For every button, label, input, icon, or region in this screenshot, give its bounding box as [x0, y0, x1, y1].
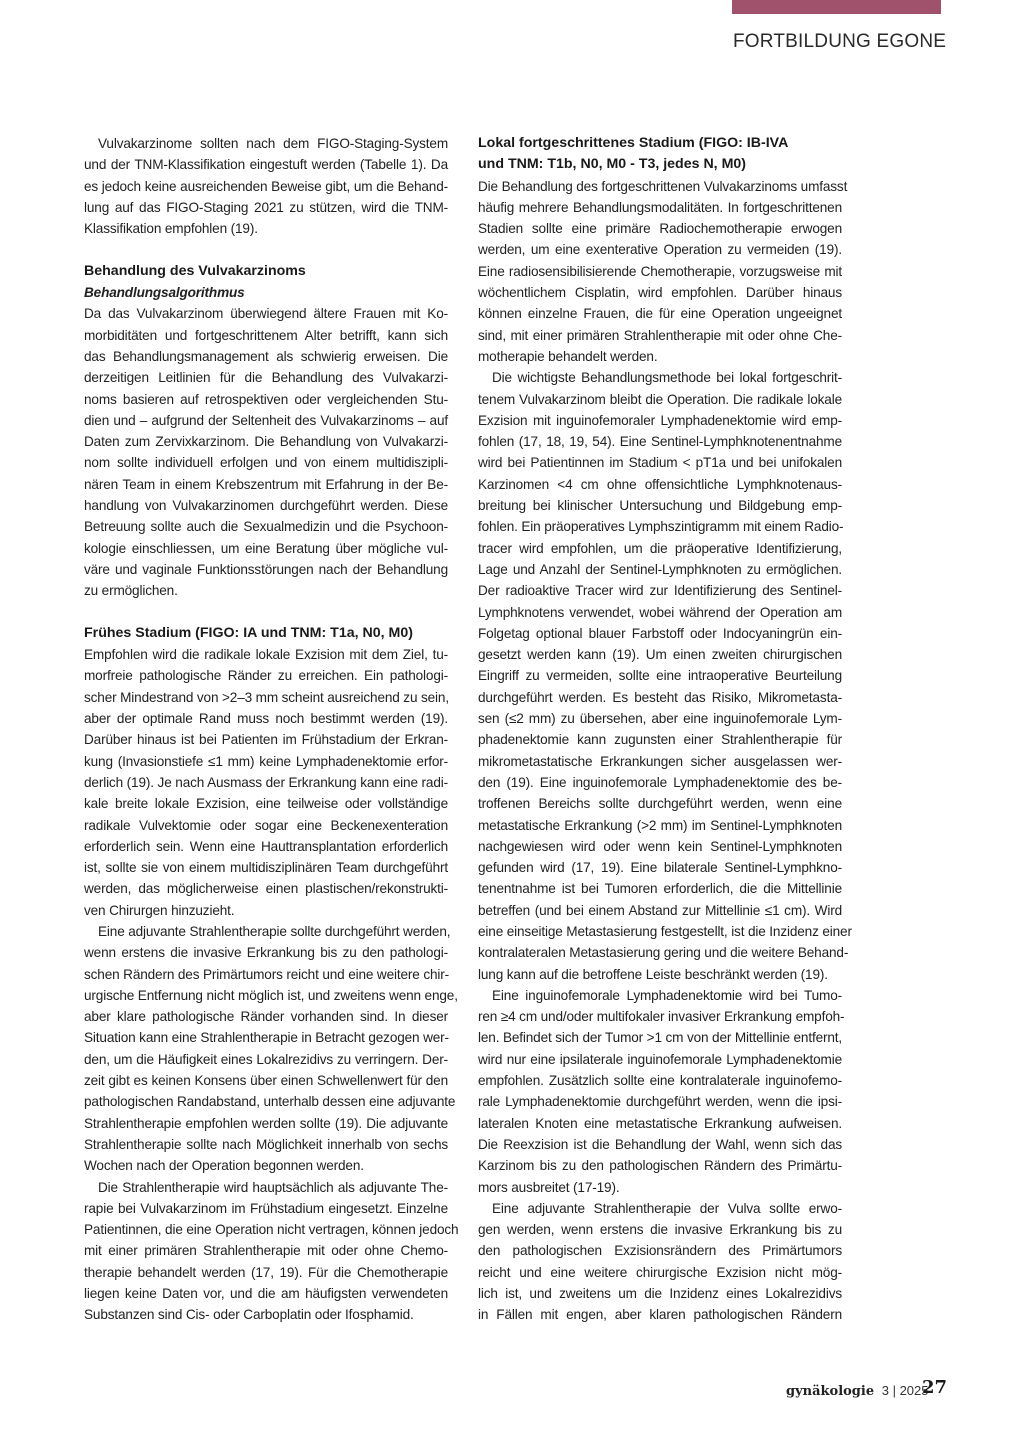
text-line: derzeitigen Leitlinien für die Behandlung des Vulvakarzi- [84, 370, 448, 386]
text-line: phadenektomie kann zugunsten einer Strahlentherapie für [478, 732, 842, 748]
text-line: Die Reexzision ist die Behandlung der Wahl, wenn sich das [478, 1136, 842, 1152]
text-line: nachgewiesen wird oder wenn kein Sentinel-Lymphknoten [478, 838, 842, 854]
text-line: dien und – aufgrund der Seltenheit des Vulvakarzinoms – auf [84, 412, 448, 428]
text-line: Klassifikation empfohlen (19). [84, 221, 258, 237]
text-line: schen Rändern des Primärtumors reicht und eine weitere chir- [84, 966, 449, 982]
text-line: Karzinom bis zu den pathologischen Rändern des Primärtu- [478, 1158, 842, 1174]
text-line: häufig mehrere Behandlungsmodalitäten. In fortgeschrittenen [478, 199, 842, 215]
text-line: in Fällen mit engen, aber klaren pathologischen Rändern [478, 1307, 842, 1323]
text-line: Substanzen sind Cis- oder Carboplatin oder Ifosphamid. [84, 1307, 414, 1323]
advanced-paragraph-2 [478, 367, 852, 985]
page-number: 27 [922, 1377, 948, 1398]
text-line: zu ermöglichen. [84, 583, 178, 599]
text-line: wird bei Patientinnen im Stadium < pT1a und bei unifokalen [478, 455, 842, 471]
text-line: das Behandlungsmanagement als schwierig erweisen. Die [84, 348, 448, 364]
text-line: aber der optimale Rand muss noch bestimmt werden (19). [84, 711, 448, 727]
text-line: wird nur eine ipsilaterale inguinofemorale Lymphadenektomie [478, 1051, 842, 1067]
early-paragraph-1 [84, 644, 448, 921]
text-line: wöchentlichem Cisplatin, wird empfohlen. Darüber hinaus [478, 285, 842, 301]
footer-citation [786, 1383, 929, 1399]
text-line: Die Behandlung des fortgeschrittenen Vulvakarzinoms umfasst [478, 178, 848, 194]
text-line: es jedoch keine ausreichenden Beweise gibt, um die Behand- [84, 178, 448, 194]
advanced-paragraph-1 [478, 176, 848, 368]
text-line: tenentnahme ist bei Tumoren erforderlich, die die Mittellinie [478, 881, 842, 897]
text-line: morfreie pathologische Ränder zu erreichen. Ein pathologi- [84, 668, 448, 684]
text-line: rapie bei Vulvakarzinom im Frühstadium eingesetzt. Einzelne [84, 1200, 448, 1216]
text-line: lateralen Knoten eine metastatische Erkrankung aufweisen. [478, 1115, 842, 1131]
text-line: motherapie behandelt werden. [478, 348, 658, 364]
text-line: ven Chirurgen hinzuzieht. [84, 902, 235, 918]
text-line: troffenen Bereichs sollte durchgeführt werden, wenn eine [478, 796, 842, 812]
text-line: Exzision mit inguinofemoraler Lymphadenektomie wird emp- [478, 412, 842, 428]
heading-early-stage: Frühes Stadium (FIGO: IA und TNM: T1a, N0, M0) [84, 624, 413, 641]
text-line: morbiditäten und fortgeschrittenem Alter betrifft, kann sich [84, 327, 448, 343]
text-line: aber klare pathologische Ränder vorhanden sind. In dieser [84, 1009, 448, 1025]
text-line: mikrometastatische Erkrankungen sicher ausgelassen wer- [478, 753, 842, 769]
text-line: lung kann auf die betroffene Leiste beschränkt werden (19). [478, 966, 828, 982]
text-line: tenem Vulvakarzinom bleibt die Operation. Die radikale lokale [478, 391, 842, 407]
text-line: len. Befindet sich der Tumor >1 cm von der Mittellinie entfernt, [478, 1030, 843, 1046]
intro-paragraph [84, 133, 448, 239]
text-line: und der TNM-Klassifikation eingestuft werden (Tabelle 1). Da [84, 157, 448, 173]
text-line: väre und vaginale Funktionsstörungen nach der Behandlung [84, 561, 448, 577]
text-line: können einzelne Frauen, die für eine Operation ungeeignet [478, 306, 842, 322]
text-line: Strahlentherapie sollte nach Möglichkeit innerhalb von sechs [84, 1136, 448, 1152]
text-line: Eine adjuvante Strahlentherapie sollte durchgeführt werden, [98, 923, 451, 939]
text-line: breitung bei klinischer Untersuchung und Bildgebung emp- [478, 498, 842, 514]
text-line: Karzinomen <4 cm ohne offensichtliche Lymphknotenaus- [478, 476, 842, 492]
text-line: Lymphknotens verwendet, wobei während der Operation am [478, 604, 842, 620]
text-line: radikale Vulvektomie oder sogar eine Beckenexenteration [84, 817, 448, 833]
text-line: kale breite lokale Exzision, eine teilweise oder vollständige [84, 796, 448, 812]
early-paragraph-3 [84, 1177, 459, 1326]
text-line: nären Team in einem Krebszentrum mit Erfahrung in der Be- [84, 476, 448, 492]
text-line: werden, das möglicherweise einen plastischen/rekonstrukti- [84, 881, 448, 897]
subheading-algorithm: Behandlungsalgorithmus [84, 285, 245, 301]
text-line: nom sollte individuell erfolgen und von einem multidiszipli- [84, 455, 448, 471]
text-line: therapie behandelt werden (17, 19). Für die Chemotherapie [84, 1264, 448, 1280]
text-line: kontralateralen Metastasierung gering und die weitere Behand- [478, 945, 849, 961]
text-line: fohlen. Ein präoperatives Lymphszintigramm mit einem Radio- [478, 519, 844, 535]
text-line: noms basieren auf retrospektiven oder vergleichenden Stu- [84, 391, 448, 407]
text-line: Folgetag optional blauer Farbstoff oder Indocyaningrün ein- [478, 625, 842, 641]
text-line: sind, mit einer primären Strahlentherapie mit oder ohne Che- [478, 327, 842, 343]
text-line: Stadien sollte eine primäre Radiochemotherapie erwogen [478, 221, 842, 237]
text-line: Eine inguinofemorale Lymphadenektomie wird bei Tumo- [492, 987, 842, 1003]
advanced-paragraph-4 [478, 1198, 842, 1326]
text-line: Situation kann eine Strahlentherapie in Betracht gezogen wer- [84, 1030, 449, 1046]
text-line: kologie einschliessen, um eine Beratung über mögliche vul- [84, 540, 448, 556]
text-line: Patientinnen, die eine Operation nicht vertragen, können jedoch [84, 1222, 459, 1238]
text-line: Wochen nach der Operation begonnen werden. [84, 1158, 364, 1174]
text-line: gefunden wird (17, 19). Eine bilaterale Sentinel-Lymphkno- [478, 860, 842, 876]
text-line: Die wichtigste Behandlungsmethode bei lokal fortgeschrit- [492, 370, 842, 386]
text-line: durchgeführt werden. Es besteht das Risiko, Mikrometasta- [478, 689, 842, 705]
text-line: kung (Invasionstiefe ≤1 mm) keine Lymphadenektomie erfor- [84, 753, 448, 769]
text-line: lich ist, und zweitens um die Inzidenz eines Lokalrezidivs [478, 1286, 842, 1302]
header-accent-bar [732, 0, 941, 14]
heading-line: und TNM: T1b, N0, M0 - T3, jedes N, M0) [478, 156, 747, 173]
journal-name: gynäkologie [786, 1384, 875, 1399]
text-line: Vulvakarzinome sollten nach dem FIGO-Staging-System [98, 136, 448, 151]
text-line: den pathologischen Exzisionsrändern des Primärtumors [478, 1243, 842, 1259]
text-line: pathologischen Randabstand, unterhalb dessen eine adjuvante [84, 1094, 456, 1110]
text-line: lung auf das FIGO-Staging 2021 zu stützen, wird die TNM- [84, 199, 448, 215]
text-line: scher Mindestrand von >2–3 mm scheint ausreichend zu sein, [84, 689, 449, 705]
heading-treatment: Behandlung des Vulvakarzinoms [84, 262, 306, 279]
heading-advanced-stage [478, 133, 842, 176]
text-line: ist, sollte sie von einem multidisziplinären Team durchgeführt [84, 860, 448, 876]
text-line: wenn erstens die invasive Erkrankung bis zu den pathologi- [84, 945, 448, 961]
text-line: Betreuung sollte auch die Sexualmedizin und die Psychoon- [84, 519, 448, 535]
text-line: Eine adjuvante Strahlentherapie der Vulva sollte erwo- [492, 1200, 842, 1216]
issue-number: 3 | 2025 [881, 1383, 929, 1398]
text-line: empfohlen. Zusätzlich sollte eine kontralaterale inguinofemo- [478, 1073, 842, 1089]
algorithm-paragraph [84, 303, 448, 601]
text-line: urgische Entfernung nicht möglich ist, und zweitens wenn enge, [84, 987, 458, 1003]
text-line: metastatische Erkrankung (>2 mm) im Sentinel-Lymphknoten [478, 817, 842, 833]
text-line: erforderlich sein. Wenn eine Hauttransplantation erforderlich [84, 838, 448, 854]
text-line: Darüber hinaus ist bei Patienten im Frühstadium der Erkran- [84, 732, 448, 748]
text-line: Eingriff zu vermeiden, sollte eine intraoperative Beurteilung [478, 668, 842, 684]
text-line: werden, um eine exenterative Operation zu vermeiden (19). [478, 242, 842, 258]
text-line: Strahlentherapie empfohlen werden sollte (19). Die adjuvante [84, 1115, 448, 1131]
text-line: zeit gibt es keinen Konsens über einen Schwellenwert für den [84, 1073, 448, 1089]
right-column [478, 133, 852, 1326]
text-line: mors ausbreitet (17-19). [478, 1179, 620, 1195]
text-line: rale Lymphadenektomie durchgeführt werden, wenn die ipsi- [478, 1094, 842, 1110]
text-line: Eine radiosensibilisierende Chemotherapie, vorzugsweise mit [478, 263, 842, 279]
text-line: Lage und Anzahl der Sentinel-Lymphknoten zu ermöglichen. [478, 561, 842, 577]
text-line: ren ≥4 cm und/oder multifokaler invasiver Erkrankung empfoh- [478, 1009, 845, 1025]
advanced-paragraph-3 [478, 985, 845, 1198]
text-line: gesetzt werden kann (19). Um einen zweiten chirurgischen [478, 647, 842, 663]
text-line: sen (≤2 mm) zu übersehen, aber eine inguinofemorale Lym- [478, 711, 842, 727]
text-line: reicht und eine weitere chirurgische Exzision nicht mög- [478, 1264, 842, 1280]
text-line: gen werden, wenn erstens die invasive Erkrankung bis zu [478, 1222, 842, 1238]
text-line: den (19). Eine inguinofemorale Lymphadenektomie des be- [478, 774, 842, 790]
heading-line: Lokal fortgeschrittenes Stadium (FIGO: IB-IVA [478, 135, 789, 151]
text-line: eine einseitige Metastasierung festgestellt, ist die Inzidenz einer [478, 923, 852, 939]
text-line: mit einer primären Strahlentherapie mit oder ohne Chemo- [84, 1243, 448, 1259]
left-column [84, 133, 459, 1326]
text-line: fohlen (17, 18, 19, 54). Eine Sentinel-Lymphknotenentnahme [478, 434, 842, 450]
text-line: den, um die Häufigkeit eines Lokalrezidivs zu verringern. Der- [84, 1051, 448, 1067]
section-label: FORTBILDUNG EGONE [733, 31, 947, 52]
early-paragraph-2 [84, 921, 458, 1177]
text-line: Da das Vulvakarzinom überwiegend ältere Frauen mit Ko- [84, 306, 448, 322]
text-line: Die Strahlentherapie wird hauptsächlich als adjuvante The- [98, 1179, 448, 1195]
text-line: liegen keine Daten vor, und die am häufigsten verwendeten [84, 1286, 448, 1302]
text-line: betreffen (und bei einem Abstand zur Mittellinie ≤1 cm). Wird [478, 902, 842, 918]
text-line: Der radioaktive Tracer wird zur Identifizierung des Sentinel- [478, 583, 842, 599]
text-line: derlich (19). Je nach Ausmass der Erkrankung kann eine radi- [84, 774, 448, 790]
text-line: tracer wird empfohlen, um die präoperative Identifizierung, [478, 540, 842, 556]
text-line: Daten zum Zervixkarzinom. Die Behandlung von Vulvakarzi- [84, 434, 448, 450]
text-line: handlung von Vulvakarzinomen durchgeführt werden. Diese [84, 498, 448, 514]
text-line: Empfohlen wird die radikale lokale Exzision mit dem Ziel, tu- [84, 647, 448, 663]
